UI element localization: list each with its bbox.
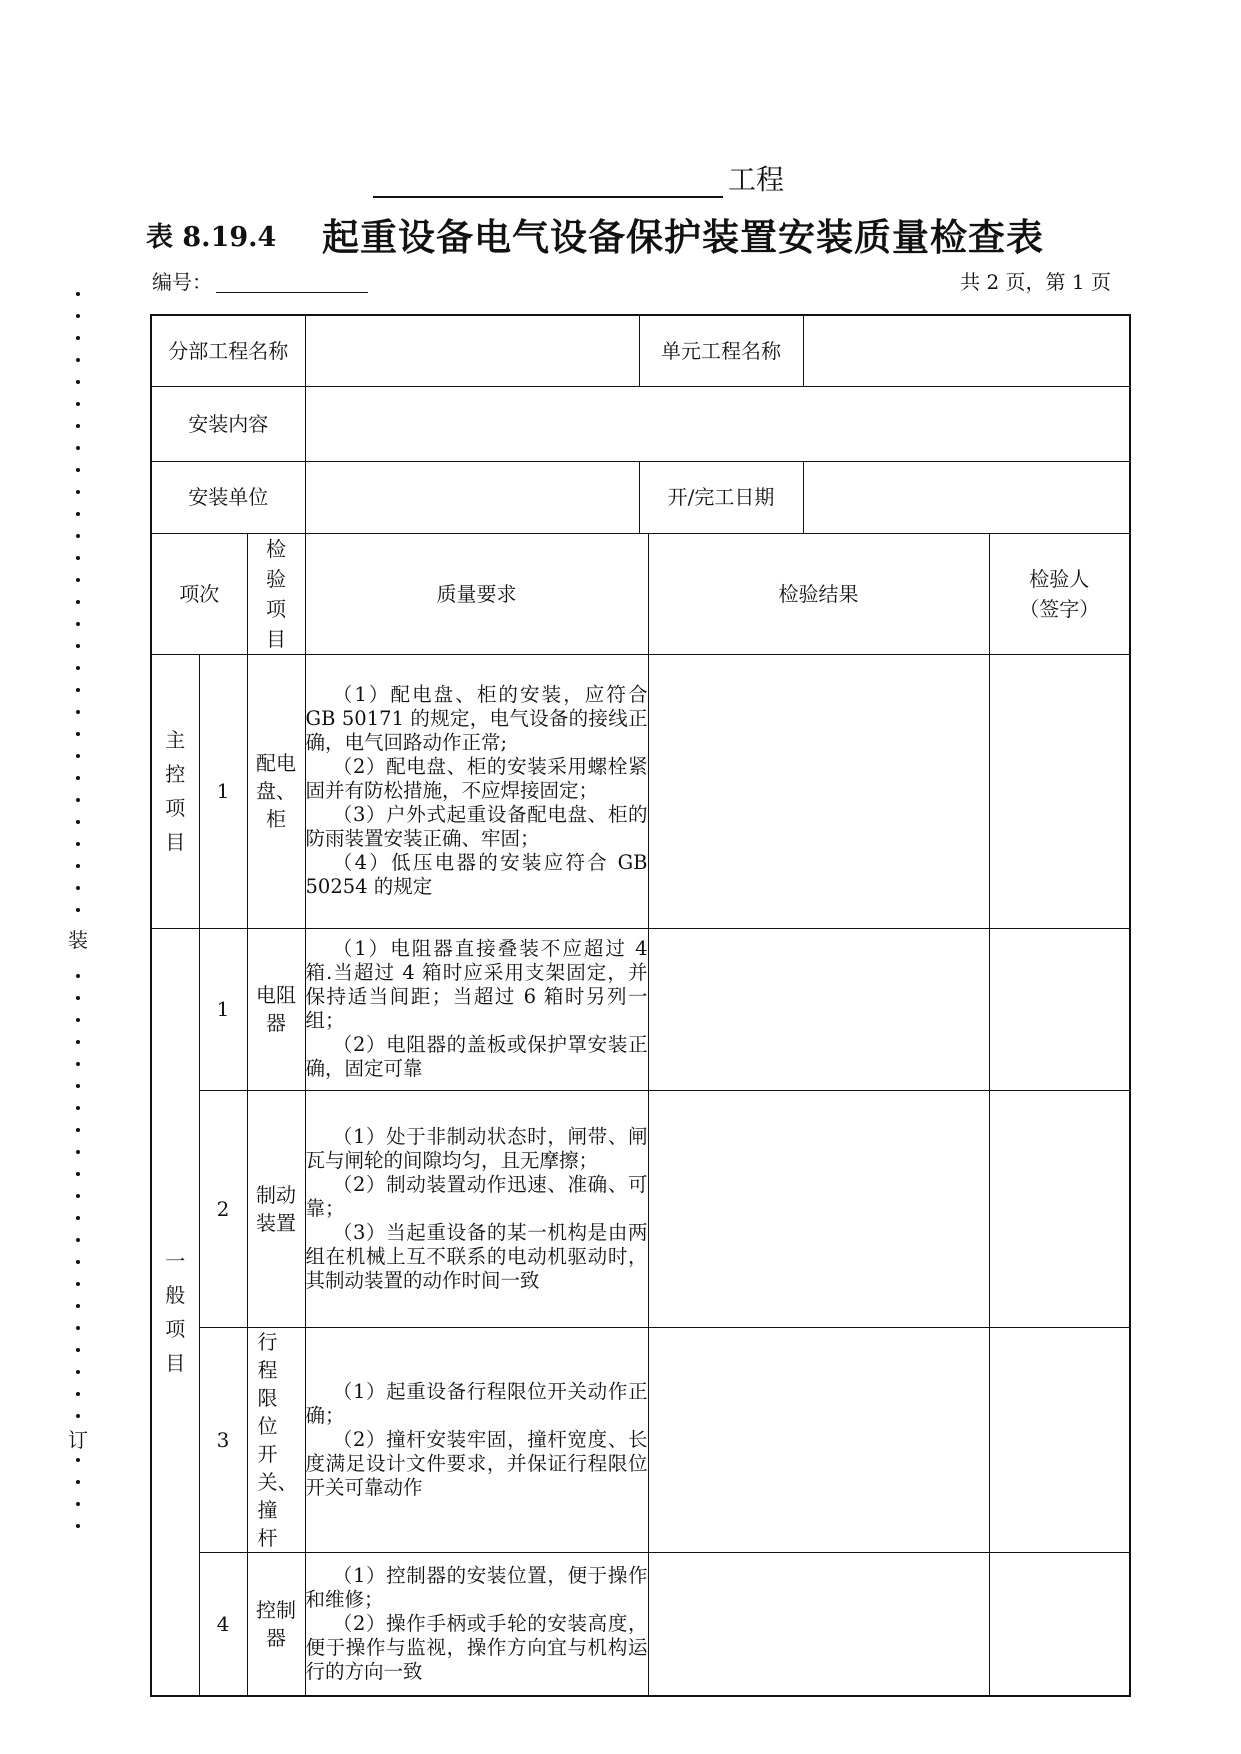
item-name: 控制器 — [247, 1552, 305, 1696]
binding-dot — [76, 292, 80, 296]
info-row-installer — [151, 461, 1130, 533]
general-row-2 — [151, 1090, 1130, 1327]
binding-dot — [76, 556, 80, 560]
binding-dot — [76, 820, 80, 824]
binding-dot — [76, 1172, 80, 1176]
binding-dot — [76, 1084, 80, 1088]
col-result: 检验结果 — [648, 533, 989, 654]
requirement-cell — [305, 928, 648, 1090]
binding-dot — [76, 1502, 80, 1506]
col-check-item: 检验项目 — [247, 533, 305, 654]
inspector-cell[interactable] — [989, 654, 1130, 928]
installer-value[interactable] — [305, 461, 639, 533]
binding-dot — [76, 754, 80, 758]
binding-dot — [76, 1524, 80, 1528]
requirement-line: （1）处于非制动状态时，闸带、闸瓦与闸轮的间隙均匀，且无摩擦； — [305, 1124, 648, 1172]
item-no: 1 — [199, 928, 247, 1090]
project-name-blank-line[interactable] — [373, 196, 723, 198]
general-row-1 — [151, 928, 1130, 1090]
item-no: 1 — [199, 654, 247, 928]
unit-value[interactable] — [803, 315, 1130, 386]
binding-dot — [76, 710, 80, 714]
content-value[interactable] — [305, 386, 1130, 461]
binding-char-top: 装 — [68, 928, 88, 952]
binding-char-bottom: 订 — [68, 1428, 88, 1452]
binding-dot — [76, 732, 80, 736]
result-cell[interactable] — [648, 1327, 989, 1552]
inspector-cell[interactable] — [989, 1090, 1130, 1327]
binding-dot — [76, 1458, 80, 1462]
division-label: 分部工程名称 — [151, 315, 305, 386]
binding-dot — [76, 1106, 80, 1110]
col-item-no: 项次 — [151, 533, 247, 654]
date-value[interactable] — [803, 461, 1130, 533]
binding-dot — [76, 1480, 80, 1484]
binding-dot — [76, 1238, 80, 1242]
general-row-4 — [151, 1552, 1130, 1696]
binding-dot — [76, 358, 80, 362]
result-cell[interactable] — [648, 1090, 989, 1327]
main-row-1 — [151, 654, 1130, 928]
binding-dot — [76, 996, 80, 1000]
binding-dot — [76, 1392, 80, 1396]
requirement-line: （1）电阻器直接叠装不应超过 4 箱.当超过 4 箱时应采用支架固定，并保持适当间距；当超过 6 箱时另列一组； — [305, 937, 648, 1032]
page-title: 起重设备电气设备保护装置安装质量检查表 — [322, 215, 1044, 259]
binding-dot — [76, 622, 80, 626]
result-cell[interactable] — [648, 1552, 989, 1696]
binding-dot — [76, 600, 80, 604]
code-blank-line[interactable] — [216, 292, 368, 293]
col-inspector: 检验人（签字） — [989, 533, 1130, 654]
page-info: 共 2 页，第 1 页 — [960, 270, 1111, 294]
binding-dot — [76, 864, 80, 868]
item-name: 电阻器 — [247, 928, 305, 1090]
binding-dot — [76, 1326, 80, 1330]
column-header-row — [151, 533, 1130, 654]
requirement-cell — [305, 654, 648, 928]
requirement-line: （2）操作手柄或手轮的安装高度，便于操作与监视，操作方向宜与机构运行的方向一致 — [305, 1611, 648, 1683]
binding-dot — [76, 1370, 80, 1374]
binding-dot — [76, 424, 80, 428]
binding-dot — [76, 468, 80, 472]
requirement-cell — [305, 1090, 648, 1327]
division-value[interactable] — [305, 315, 639, 386]
binding-margin — [64, 292, 92, 1542]
requirement-line: （4）低压电器的安装应符合 GB 50254 的规定 — [305, 851, 648, 898]
item-name: 配电盘、柜 — [247, 654, 305, 928]
binding-dot — [76, 974, 80, 978]
requirement-line: （1）控制器的安装位置，便于操作和维修； — [305, 1563, 648, 1611]
binding-dot — [76, 1128, 80, 1132]
col-requirement: 质量要求 — [305, 533, 648, 654]
code-label: 编号： — [152, 270, 212, 294]
binding-dot — [76, 908, 80, 912]
result-cell[interactable] — [648, 654, 989, 928]
binding-dot — [76, 1062, 80, 1066]
date-label: 开/完工日期 — [639, 461, 803, 533]
requirement-cell — [305, 1552, 648, 1696]
binding-dot — [76, 798, 80, 802]
info-row-division — [151, 315, 1130, 386]
inspector-cell[interactable] — [989, 1552, 1130, 1696]
binding-dot — [76, 1348, 80, 1352]
binding-dot — [76, 1304, 80, 1308]
requirement-line: （2）配电盘、柜的安装采用螺栓紧固并有防松措施，不应焊接固定； — [305, 755, 648, 802]
binding-dot — [76, 1194, 80, 1198]
item-no: 4 — [199, 1552, 247, 1696]
binding-dot — [76, 644, 80, 648]
requirement-cell — [305, 1327, 648, 1552]
binding-dot — [76, 402, 80, 406]
requirement-line: （2）制动装置动作迅速、准确、可靠； — [305, 1172, 648, 1220]
table-code: 表 8.19.4 — [146, 222, 277, 253]
binding-dot — [76, 1150, 80, 1154]
binding-dot — [76, 490, 80, 494]
inspector-cell[interactable] — [989, 928, 1130, 1090]
item-no: 3 — [199, 1327, 247, 1552]
binding-dot — [76, 1414, 80, 1418]
item-name: 制动装置 — [247, 1090, 305, 1327]
binding-dot — [76, 314, 80, 318]
binding-dot — [76, 512, 80, 516]
binding-dot — [76, 666, 80, 670]
requirement-line: （1）起重设备行程限位开关动作正确； — [305, 1379, 648, 1427]
binding-dot — [76, 578, 80, 582]
binding-dot — [76, 1040, 80, 1044]
requirement-line: （2）电阻器的盖板或保护罩安装正确，固定可靠 — [305, 1033, 648, 1080]
binding-dot — [76, 380, 80, 384]
general-group-label: 一般项目 — [151, 928, 199, 1696]
binding-dot — [76, 336, 80, 340]
requirement-line: （2）撞杆安装牢固，撞杆宽度、长度满足设计文件要求，并保证行程限位开关可靠动作 — [305, 1427, 648, 1499]
result-cell[interactable] — [648, 928, 989, 1090]
installer-label: 安装单位 — [151, 461, 305, 533]
requirement-line: （1）配电盘、柜的安装，应符合 GB 50171 的规定，电气设备的接线正确，电气回路动作正常; — [305, 683, 648, 754]
binding-dot — [76, 1260, 80, 1264]
unit-label: 单元工程名称 — [639, 315, 803, 386]
info-row-content — [151, 386, 1130, 461]
general-row-3 — [151, 1327, 1130, 1552]
binding-dot — [76, 534, 80, 538]
item-name: 行程限位开关、撞杆 — [247, 1327, 305, 1552]
inspection-table — [150, 314, 1131, 1697]
inspector-cell[interactable] — [989, 1327, 1130, 1552]
main-group-label: 主控项目 — [151, 654, 199, 928]
binding-dot — [76, 688, 80, 692]
requirement-line: （3）当起重设备的某一机构是由两组在机械上互不联系的电动机驱动时，其制动装置的动作时间一致 — [305, 1220, 648, 1292]
binding-dot — [76, 886, 80, 890]
binding-dot — [76, 776, 80, 780]
binding-dot — [76, 1216, 80, 1220]
binding-dot — [76, 1018, 80, 1022]
content-label: 安装内容 — [151, 386, 305, 461]
binding-dot — [76, 1282, 80, 1286]
project-suffix: 工程 — [728, 163, 785, 196]
binding-dot — [76, 446, 80, 450]
binding-dot — [76, 842, 80, 846]
item-no: 2 — [199, 1090, 247, 1327]
requirement-line: （3）户外式起重设备配电盘、柜的防雨装置安装正确、牢固； — [305, 803, 648, 850]
